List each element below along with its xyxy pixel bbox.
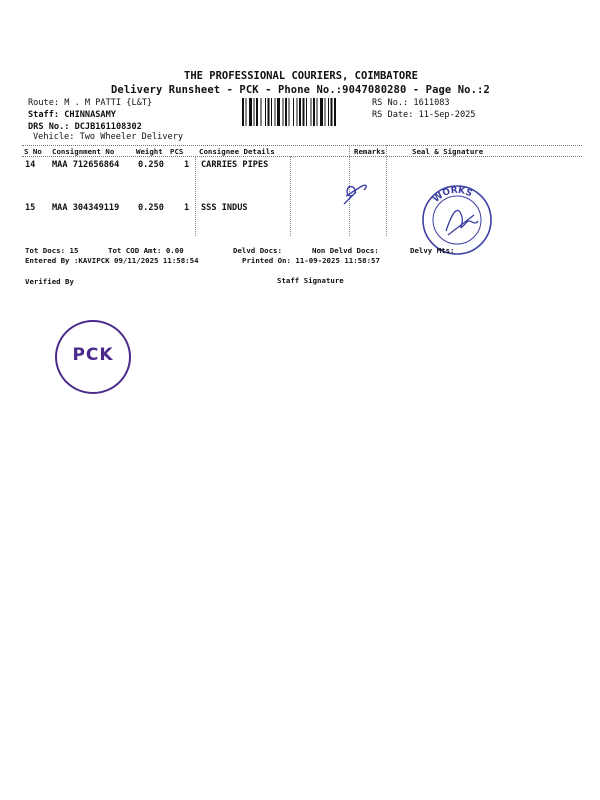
barcode-bar	[297, 98, 298, 126]
row-sno: 14	[25, 160, 36, 170]
row-pcs: 1	[184, 160, 190, 170]
row-sno: 15	[25, 203, 36, 213]
col-separator	[386, 145, 387, 236]
staff-signature: Staff Signature	[277, 276, 344, 285]
company-title: THE PROFESSIONAL COURIERS, COIMBATORE	[184, 70, 418, 82]
barcode-bar	[313, 98, 315, 126]
barcode-bar	[334, 98, 336, 126]
handwritten-signature	[340, 176, 374, 206]
barcode-bar	[293, 98, 294, 126]
barcode-bar	[328, 98, 329, 126]
barcode-bar	[265, 98, 266, 126]
barcode-bar	[268, 98, 270, 126]
svg-text:WORKS	[431, 186, 473, 205]
barcode-bar	[311, 98, 312, 126]
barcode-bar	[242, 98, 244, 126]
seal-text: WORKS	[431, 185, 474, 205]
barcode-bar	[299, 98, 301, 126]
pck-stamp	[55, 320, 131, 394]
col-separator	[290, 156, 291, 236]
table-header-rule	[22, 156, 582, 157]
rs-number: RS No.: 1611083	[372, 98, 450, 108]
vehicle-text: Vehicle: Two Wheeler Delivery	[33, 132, 184, 142]
row-consignment: MAA 304349119	[52, 203, 120, 213]
barcode-bar	[325, 98, 326, 126]
barcode-bar	[256, 98, 258, 126]
col-remarks: Remarks	[354, 147, 386, 156]
tot-docs: Tot Docs: 15	[25, 246, 79, 255]
runsheet-subtitle: Delivery Runsheet - PCK - Phone No.:9047080280 - Page No.:2	[111, 84, 490, 96]
barcode-bar	[246, 98, 247, 126]
barcode-bar	[285, 98, 287, 126]
col-seal-signature: Seal & Signature	[412, 147, 484, 156]
route-text: Route: M . M PATTI {L&T}	[28, 98, 153, 108]
barcode-bar	[303, 98, 305, 126]
non-delvd-docs: Non Delvd Docs:	[312, 246, 379, 255]
col-separator	[195, 156, 196, 236]
delvd-docs: Delvd Docs:	[233, 246, 282, 255]
col-sno: S No	[24, 147, 42, 156]
barcode-bar	[249, 98, 252, 126]
row-consignee: CARRIES PIPES	[201, 160, 269, 170]
barcode-bar	[289, 98, 290, 126]
barcode-bar	[320, 98, 323, 126]
barcode	[242, 98, 368, 126]
barcode-bar	[275, 98, 276, 126]
barcode-bar	[283, 98, 284, 126]
row-weight: 0.250	[138, 160, 164, 170]
barcode-bar	[306, 98, 307, 126]
row-pcs: 1	[184, 203, 190, 213]
drs-number: DRS No.: DCJB161108302	[28, 122, 142, 132]
rs-date: RS Date: 11-Sep-2025	[372, 110, 476, 120]
table-top-rule	[22, 145, 582, 146]
pck-stamp-text: PCK	[72, 345, 114, 365]
barcode-bar	[317, 98, 318, 126]
tot-cod-amt: Tot COD Amt: 0.00	[108, 246, 184, 255]
col-consignee: Consignee Details	[199, 147, 275, 156]
verified-by: Verified By	[25, 277, 74, 286]
barcode-bar	[277, 98, 280, 126]
row-weight: 0.250	[138, 203, 164, 213]
barcode-bar	[254, 98, 255, 126]
printed-on: Printed On: 11-09-2025 11:58:57	[242, 256, 380, 265]
entered-by: Entered By :KAVIPCK 09/11/2025 11:58:54	[25, 256, 199, 265]
barcode-bar	[261, 98, 262, 126]
col-pcs: PCS	[170, 147, 184, 156]
row-consignee: SSS INDUS	[201, 203, 248, 213]
col-consignment: Consignment No	[52, 147, 115, 156]
barcode-bar	[331, 98, 333, 126]
staff-text: Staff: CHINNASAMY	[28, 110, 116, 120]
barcode-bar	[271, 98, 272, 126]
row-consignment: MAA 712656864	[52, 160, 120, 170]
col-weight: Weight	[136, 147, 163, 156]
delvy-mts: Delvy Mts:	[410, 246, 455, 255]
